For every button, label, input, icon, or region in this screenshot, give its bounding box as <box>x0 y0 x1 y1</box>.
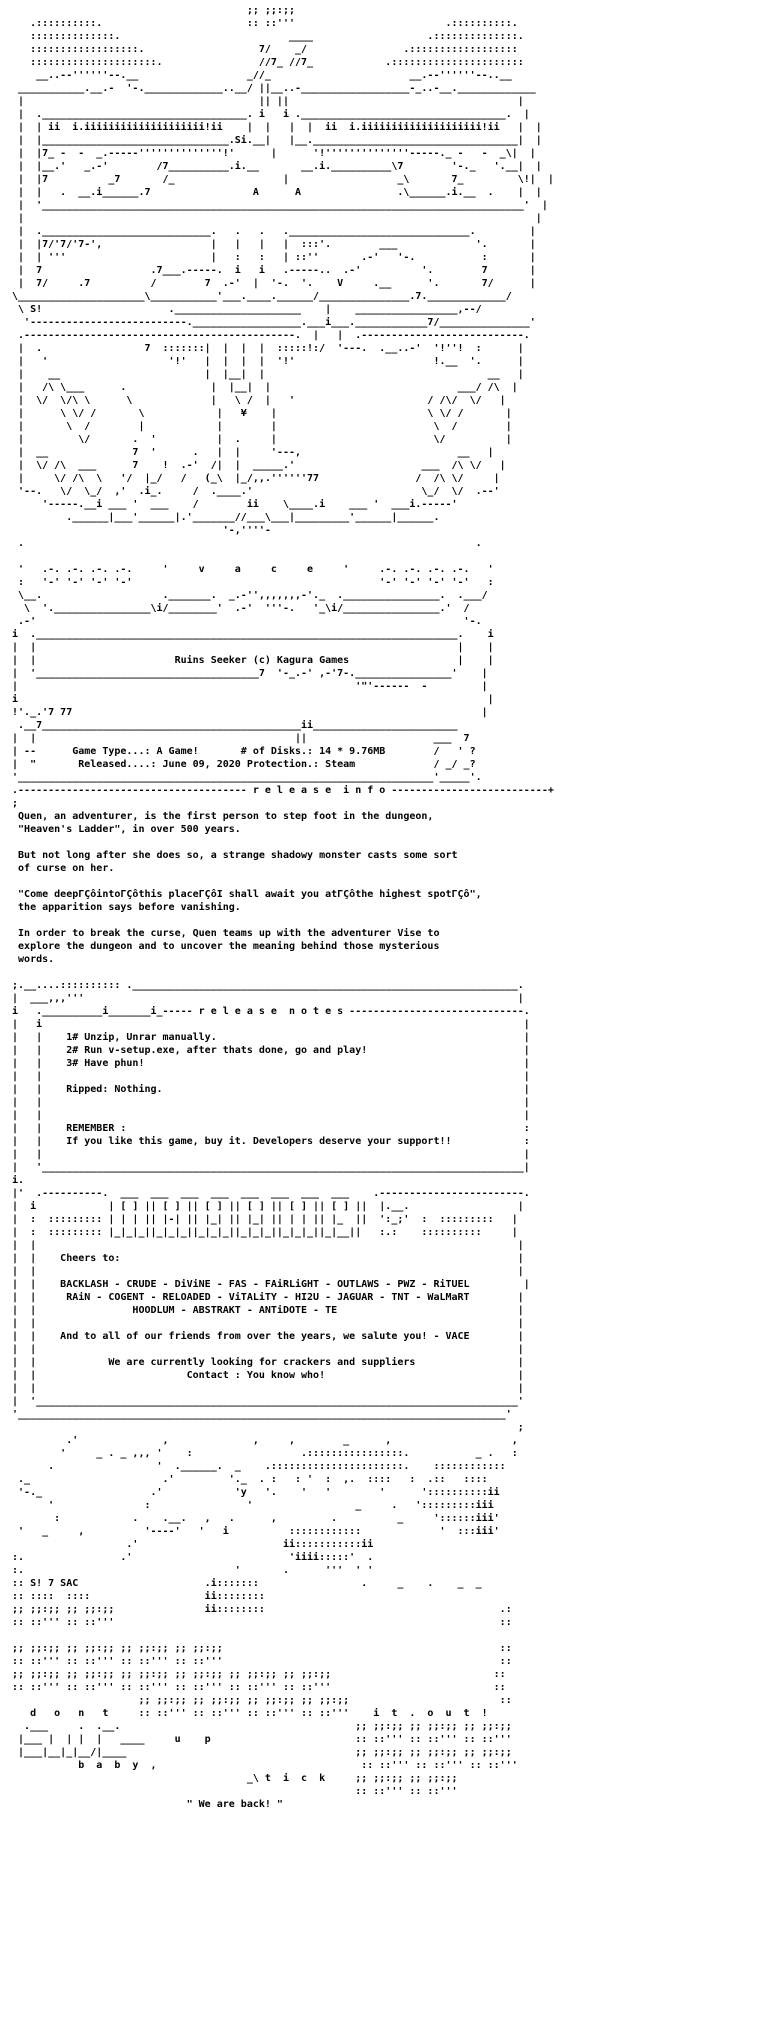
nfo-line: ; <box>6 798 554 809</box>
nfo-line: | | | <box>6 1071 542 1082</box>
nfo-line: | '________________________________________________________________________________' | <box>6 200 560 211</box>
nfo-line: | \/ \/\ \ \ | \ / | ' / /\/ \/ | <box>6 395 512 406</box>
nfo-line: !'._.'7 77 | <box>6 707 494 718</box>
nfo-line: | | | <box>6 1318 530 1329</box>
nfo-line: .---------------------------------------------. | | .---------------------------. <box>6 330 536 341</box>
nfo-line: | | Cheers to: | <box>6 1253 530 1264</box>
nfo-line: '--------------------------.__________________.___i___.____________7/_______________' <box>6 317 542 328</box>
nfo-line <box>6 875 772 888</box>
nfo-line: | '________________________________________________________________________________| <box>6 1162 542 1173</box>
nfo-line: .__7___________________________________________ii________________________ <box>6 720 494 731</box>
nfo-line: | 7 .7___.-----. i i .-----.. .-' '. 7 | <box>6 265 548 276</box>
nfo-line: |' .----------. ___ ___ ___ ___ ___ ___ ___ ___ .------------------------. <box>6 1188 536 1199</box>
nfo-line: \__. ._______. _.-'',,,,,,,-'._ .________________. .___/ <box>6 590 494 601</box>
nfo-line: | '"'------ - | <box>6 681 494 692</box>
nfo-ascii-art <box>6 4 772 2036</box>
nfo-line: | ___,,,''' | <box>6 993 542 1004</box>
nfo-line: | |7/'7/'7-', | | | | :::'. ___ '. | <box>6 239 548 250</box>
nfo-line <box>6 914 772 927</box>
nfo-line: | || || | <box>6 96 536 107</box>
nfo-line <box>6 966 772 979</box>
nfo-line: "Heaven's Ladder", in over 500 years. <box>6 824 542 835</box>
nfo-line: | " Released....: June 09, 2020 Protection.: Steam / _/ _? <box>6 759 488 770</box>
nfo-line: In order to break the curse, Quen teams up with the adventurer Vise to <box>6 928 542 939</box>
nfo-line: . . <box>6 538 494 549</box>
nfo-line: | | Contact : You know who! | <box>6 1370 530 1381</box>
nfo-line: "Come deepΓÇôintoΓÇôthis placeΓÇôI shall await you atΓÇôthe highest spotΓÇô", <box>6 889 542 900</box>
nfo-line: d o n t :: ::''' :: ::''' :: ::''' :: ::''' i t . o u t ! <box>6 1708 494 1719</box>
nfo-line: | __ | |__| | __ | <box>6 369 530 380</box>
nfo-line: '--. \/ \_/ ,' .i_. / .____.' \_/ \/ .--' <box>6 486 512 497</box>
nfo-line: i | <box>6 694 500 705</box>
nfo-line: | | HOODLUM - ABSTRAKT - ANTiDOTE - TE | <box>6 1305 530 1316</box>
nfo-line: :: ::''' :: ::''' <box>6 1786 494 1797</box>
nfo-line: | | RAiN - COGENT - RELOADED - ViTALiTY - HI2U - JAGUAR - TNT - WaLMaRT | <box>6 1292 530 1303</box>
nfo-line: | \ \/ / \ | ¥ | \ \/ / | <box>6 408 518 419</box>
nfo-line: |___|__|_|__/|____ ;; ;;:;; ;; ;;:;; ;; ;;:;; <box>6 1747 518 1758</box>
nfo-line: | \ / | | | \ / | <box>6 421 518 432</box>
nfo-line: .___ . .__. ;; ;;:;; ;; ;;:;; ;; ;;:;; <box>6 1721 518 1732</box>
nfo-line: ._ .' '._ . : : ' : ,. :::: : .:: :::: <box>6 1474 518 1485</box>
nfo-line <box>6 836 772 849</box>
nfo-line: ;; ;;:;; ;; ;;:;; ii:::::::: .: <box>6 1604 518 1615</box>
nfo-line: | |__.' _.-' /7__________.i.__ __.i.__________\7 '-._ '.__| | <box>6 161 554 172</box>
nfo-line: \_____________________\___________'___.____.______/_______________.7._____________/ <box>6 291 518 302</box>
nfo-line: | i | [ ] || [ ] || [ ] || [ ] || [ ] || [ ] || |.__. | <box>6 1201 530 1212</box>
nfo-line: " We are back! " <box>6 1799 512 1810</box>
nfo-line: | : ::::::::: |_|_|_||_|_|_||_|_|_||_|_|_||_|_|_||_|__|| :.: :::::::::: | <box>6 1227 524 1238</box>
nfo-line: | | | <box>6 1383 530 1394</box>
nfo-line: | \/ /\ ___ 7 ! .-' /| | _____.' ___ /\ \/ | <box>6 460 512 471</box>
nfo-line: .' ii:::::::::::ii <box>6 1539 518 1550</box>
nfo-line: | /\ \___ . | |__| | ___/ /\ | <box>6 382 524 393</box>
nfo-line: : . .__. , . , . _ '::::::iii' <box>6 1513 512 1524</box>
nfo-line: | | ''' | : : | ::'' .-' '-. : | <box>6 252 548 263</box>
nfo-line: | |7 _7 /_ | _\ 7_ \!| | <box>6 174 566 185</box>
nfo-line: ' : ' _ . ':::::::::iii <box>6 1500 500 1511</box>
nfo-line: | : ::::::::: | | | || |-| || |_| || |_| || | | || |_ || ':_;' : ::::::::: | <box>6 1214 524 1225</box>
nfo-line: :. ' . ''' ' ' <box>6 1565 518 1576</box>
nfo-line: i .__________i_______i_----- r e l e a s e n o t e s -----------------------------. <box>6 1006 542 1017</box>
nfo-line: | | 1# Unzip, Unrar manually. | <box>6 1032 542 1043</box>
nfo-line: '-----.__i ___ ' ___ / ii \____.i ___ ' ___i.-----' <box>6 499 500 510</box>
nfo-line: :: :::: :::: ii:::::::: <box>6 1591 518 1602</box>
nfo-line: | .__________________________________. i i .__________________________________. | <box>6 109 542 120</box>
nfo-line: .-------------------------------------- r e l e a s e i n f o --------------------------+ <box>6 785 560 796</box>
nfo-line: | | | <box>6 1149 542 1160</box>
nfo-line: | | | | <box>6 642 500 653</box>
nfo-line: . ' .______. _ .::::::::::::::::::::::. :::::::::::: <box>6 1461 512 1472</box>
nfo-line: | | Ruins Seeker (c) Kagura Games | | <box>6 655 500 666</box>
nfo-line: ::::::::::::::. ____ .::::::::::::::. <box>6 31 548 42</box>
nfo-line: i .______________________________________________________________________. i <box>6 629 500 640</box>
nfo-line: | '________________________________________________________________________________' <box>6 1396 530 1407</box>
nfo-line: ;; ;;:;; ;; ;;:;; ;; ;;:;; ;; ;;:;; :: <box>6 1695 518 1706</box>
nfo-line: '-,''''- <box>6 525 494 536</box>
nfo-line <box>6 1629 772 1642</box>
nfo-line: '-._ .' 'y '. ' ' ' '::::::::::ii <box>6 1487 506 1498</box>
nfo-line: .-' '-. <box>6 616 494 627</box>
nfo-line: '_____________________________________________________________________'_____'. <box>6 772 488 783</box>
nfo-line: | | BACKLASH - CRUDE - DiViNE - FAS - FAiRLiGHT - OUTLAWS - PWZ - RiTUEL | <box>6 1279 536 1290</box>
nfo-line: ' .-. .-. .-. .-. ' v a c e ' .-. .-. .-. .-. ' <box>6 564 500 575</box>
nfo-line: ;.__....:::::::::: .________________________________________________________________. <box>6 980 542 991</box>
nfo-line: | 7/ .7 / 7 .-' | '-. '. V .__ '. 7/ | <box>6 278 548 289</box>
nfo-line: .' , , , _ , , <box>6 1435 524 1446</box>
nfo-line: | -- Game Type...: A Game! # of Disks.: 14 * 9.76MB / ' ? <box>6 746 488 757</box>
nfo-line: | . 7 :::::::| | | | :::::!:/ '---. .__..-' '!''! : | <box>6 343 530 354</box>
nfo-line: __..--''''''--.__ _//_ __.--''''''--..__ <box>6 70 542 81</box>
nfo-line: | | | <box>6 1344 530 1355</box>
nfo-line: Quen, an adventurer, is the first person to step foot in the dungeon, <box>6 811 536 822</box>
nfo-line: | i | <box>6 1019 542 1030</box>
nfo-line: ;; ;;:;; ;; ;;:;; ;; ;;:;; ;; ;;:;; :: <box>6 1643 518 1654</box>
nfo-line: | '_____________________________________7 '-_.-' ,-'7-.________________' | <box>6 668 494 679</box>
nfo-line: i. <box>6 1175 542 1186</box>
nfo-line: | .____________________________. . . .______________________________. | <box>6 226 548 237</box>
nfo-line: the apparition says before vanishing. <box>6 902 542 913</box>
nfo-line: \ '.________________\i/________' .-' '''-. '_\i/________________.' / <box>6 603 482 614</box>
nfo-line: ' _ , '----' ' i :::::::::::: ' :::iii' <box>6 1526 518 1537</box>
nfo-line: _\ t i c k ;; ;;:;; ;; ;;:;; <box>6 1773 494 1784</box>
nfo-line: .______|___'______|.'_______//___\___|_________'______|______. <box>6 512 500 523</box>
nfo-line: | | 3# Have phun! | <box>6 1058 542 1069</box>
nfo-line: ; <box>6 1422 530 1433</box>
nfo-line: | | REMEMBER : : <box>6 1123 542 1134</box>
nfo-line: | __ 7 ' . | | '---, __ | <box>6 447 500 458</box>
nfo-line: | | <box>6 213 554 224</box>
nfo-line: ;; ;;:;; ;; ;;:;; ;; ;;:;; ;; ;;:;; ;; ;;:;; ;; ;;:;; :: <box>6 1669 512 1680</box>
nfo-line: | \/ /\ \ '/ |_/ / (_\ |_/,,.''''''77 / /\ \/ | <box>6 473 506 484</box>
nfo-line: :: ::''' :: ::''' :: <box>6 1617 518 1628</box>
nfo-line: : '-' '-' '-' '-' '-' '-' '-' '-' : <box>6 577 500 588</box>
nfo-line: ___________.__.- '-._____________..__/ ||__..-__________________-_..-__._____________ <box>6 83 542 94</box>
nfo-line: | | 2# Run v-setup.exe, after thats done, go and play! | <box>6 1045 542 1056</box>
nfo-line: :: ::''' :: ::''' :: ::''' :: ::''' :: <box>6 1656 518 1667</box>
nfo-line: | | . __.i______.7 A A .\______.i.__ . | | <box>6 187 554 198</box>
nfo-line: of curse on her. <box>6 863 542 874</box>
nfo-line: | | | <box>6 1240 530 1251</box>
nfo-line: But not long after she does so, a strange shadowy monster casts some sort <box>6 850 542 861</box>
nfo-line: | | We are currently looking for crackers and suppliers | <box>6 1357 530 1368</box>
nfo-line: | | If you like this game, buy it. Developers deserve your support!! : <box>6 1136 542 1147</box>
nfo-line: explore the dungeon and to uncover the meaning behind those mysterious <box>6 941 542 952</box>
nfo-line: | | || ___ 7 <box>6 733 488 744</box>
nfo-line: | | | <box>6 1266 530 1277</box>
nfo-line: :: S! 7 SAC .i::::::: . _ . _ _ <box>6 1578 518 1589</box>
nfo-line: | | Ripped: Nothing. | <box>6 1084 542 1095</box>
nfo-line: :. .' 'iiii:::::' . <box>6 1552 518 1563</box>
nfo-line: \ S! ._____________________ | _________________,--/ <box>6 304 530 315</box>
nfo-line: |___ | | | | ____ u p :: ::''' :: ::''' :: ::''' <box>6 1734 518 1745</box>
nfo-line: | | ii i.iiiiiiiiiiiiiiiiiiii!ii | | | | ii i.iiiiiiiiiiiiiiiiiiii!ii | | <box>6 122 554 133</box>
nfo-line: | |7_ - - _.-----''''''''''''''!' | '!''''''''''''''-----._ - - _\| | <box>6 148 548 159</box>
nfo-line: ;; ;;:;; <box>6 5 548 16</box>
nfo-line: | | | <box>6 1110 542 1121</box>
nfo-line: b a b y , :: ::''' :: ::''' :: ::''' <box>6 1760 524 1771</box>
nfo-line: :: ::''' :: ::''' :: ::''' :: ::''' :: ::''' :: ::''' :: <box>6 1682 512 1693</box>
nfo-line: | ' '!' | | | | '!' !.__ '. | <box>6 356 530 367</box>
nfo-line: ' _ . _ ,,, ' : .::::::::::::::::. _ . : <box>6 1448 524 1459</box>
nfo-line: :::::::::::::::::::::. //7_ //7_ .:::::::::::::::::::::: <box>6 57 536 68</box>
nfo-line: | |_______________________________.Si.__| |__.__________________________________| | <box>6 135 554 146</box>
nfo-line: | \/ . ' | . | \/ | <box>6 434 518 445</box>
nfo-line: ::::::::::::::::::. 7/ _/ .:::::::::::::::::: <box>6 44 536 55</box>
nfo-line: '_________________________________________________________________________________' <box>6 1409 530 1420</box>
nfo-line: words. <box>6 954 542 965</box>
nfo-line: .::::::::::. :: ::''' .::::::::::. <box>6 18 548 29</box>
nfo-line: | | | <box>6 1097 542 1108</box>
nfo-line <box>6 550 772 563</box>
nfo-line: | | And to all of our friends from over the years, we salute you! - VACE | <box>6 1331 530 1342</box>
